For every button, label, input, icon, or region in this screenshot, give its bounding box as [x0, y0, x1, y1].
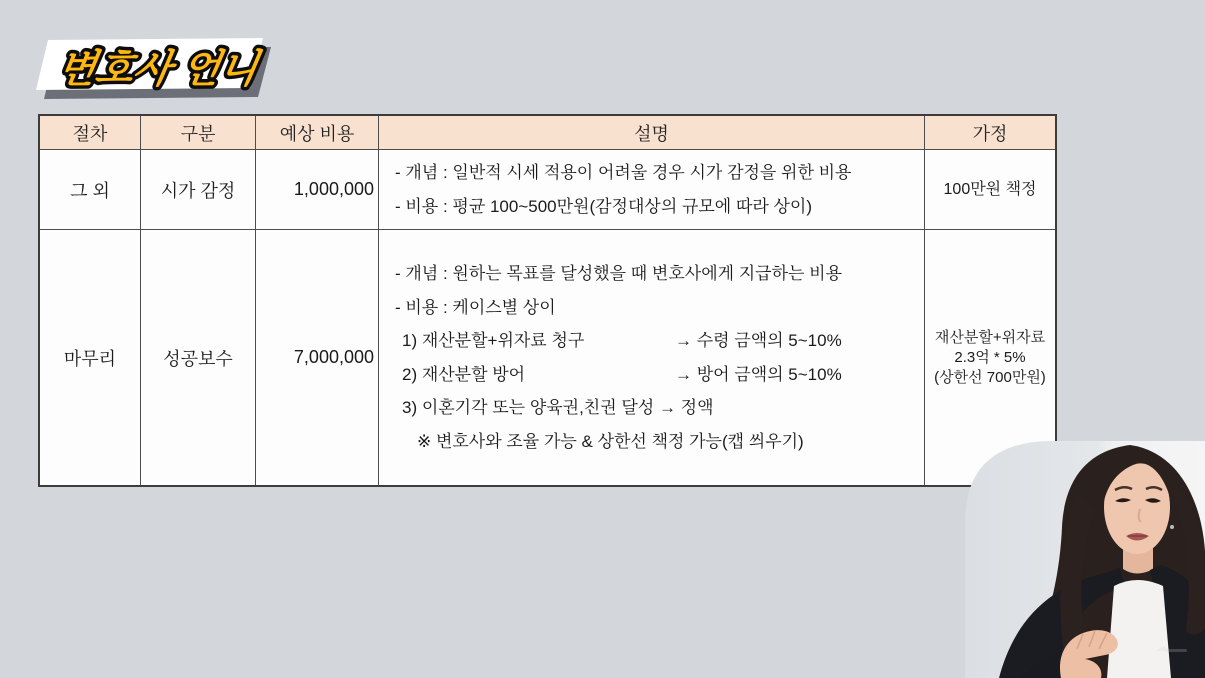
desc-line: - 개념 : 원하는 목표를 달성했을 때 변호사에게 지급하는 비용	[395, 264, 843, 283]
col-header-category: 구분	[141, 116, 256, 150]
row1-category: 시가 감정	[141, 150, 256, 230]
assumption-line: (상한선 700만원)	[934, 368, 1046, 386]
assumption-line: 2.3억 * 5%	[954, 348, 1026, 366]
desc-line	[385, 358, 918, 392]
row2-cost: 7,000,000	[256, 230, 379, 485]
row2-category: 성공보수	[141, 230, 256, 485]
col-header-procedure: 절차	[40, 116, 141, 150]
assumption-line: 재산분할+위자료	[934, 328, 1046, 346]
col-header-description: 설명	[379, 116, 925, 150]
desc-line: - 비용 : 평균 100~500만원(감정대상의 규모에 따라 상이)	[395, 196, 813, 216]
row1-cost: 1,000,000	[256, 150, 379, 230]
desc-line	[385, 324, 918, 358]
row2-description	[379, 230, 925, 485]
row1-procedure: 그 외	[40, 150, 141, 230]
fee-table	[38, 114, 1057, 487]
desc-line: - 비용 : 케이스별 상이	[395, 297, 556, 317]
row1-description	[379, 150, 925, 230]
presenter-illustration	[965, 435, 1205, 678]
fee-case-item: 2) 재산분할 방어	[402, 364, 526, 384]
desc-line: ※ 변호사와 조율 가능 & 상한선 책정 가능(캡 씌우기)	[417, 431, 804, 451]
desc-line: - 개념 : 일반적 시세 적용이 어려울 경우 시가 감정을 위한 비용	[395, 163, 852, 182]
col-header-cost: 예상 비용	[256, 116, 379, 150]
desc-line: 3) 이혼기각 또는 양육권,친권 달성 → 정액	[402, 398, 714, 417]
assumption-line: 100만원 책정	[943, 180, 1037, 198]
col-header-assumption: 가정	[925, 116, 1055, 150]
logo-text: 변호사 언니	[54, 47, 262, 91]
fee-case-item: 1) 재산분할+위자료 청구	[402, 331, 585, 350]
row2-procedure: 마무리	[40, 230, 141, 485]
fee-case-result: → 방어 금액의 5~10%	[675, 364, 842, 384]
row1-assumption	[925, 150, 1055, 230]
presenter-inset	[965, 435, 1205, 678]
presenter-blouse	[1107, 580, 1171, 678]
fee-case-result: → 수령 금액의 5~10%	[675, 331, 842, 350]
